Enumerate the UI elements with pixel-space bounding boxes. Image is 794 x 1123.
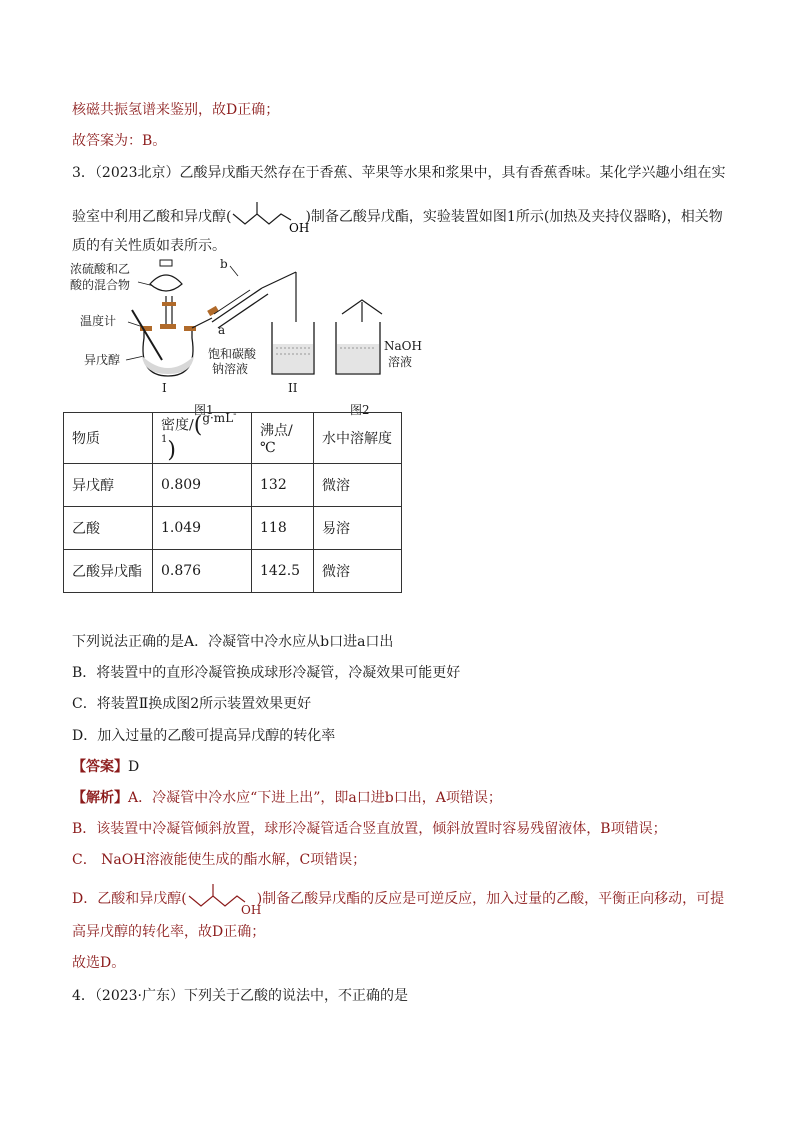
outlet-b-label: b (220, 257, 228, 271)
table-cell: 异戊醇 (64, 464, 153, 507)
analysis-d-text-2: )制备乙酸异戊酯的反应是可逆反应，加入过量的乙酸，平衡正向移动，可提 (256, 891, 725, 907)
table-cell: 1.049 (153, 507, 252, 550)
prev-answer-conclusion: 故答案为：B。 (72, 133, 167, 149)
table-cell: 0.876 (153, 550, 252, 593)
q3-text-3: 质的有关性质如表所示。 (72, 238, 226, 254)
table-cell: 142.5 (252, 550, 314, 593)
condenser (212, 288, 262, 322)
table-cell: 微溶 (314, 550, 402, 593)
oh-label: OH (289, 221, 310, 235)
figure-1-caption: 图1 (194, 403, 214, 417)
q3-text-1: 3．（2023北京）乙酸异戊酯天然存在于香蕉、苹果等水果和浆果中，具有香蕉香味。某化学兴趣小组在实 (72, 165, 726, 181)
na2co3-label: 饱和碳酸 (208, 347, 257, 361)
option-c: C．将装置Ⅱ换成图2所示装置效果更好 (72, 696, 312, 712)
option-d: D．加入过量的乙酸可提高异戊醇的转化率 (72, 728, 336, 744)
header-cell-density: 密度$/(g\cdot mL^{-1})$ (153, 413, 252, 464)
apparatus-i-label: I (162, 381, 167, 395)
table-cell: 0.809 (153, 464, 252, 507)
analysis-tag: 【解析】 (72, 790, 128, 806)
dropping-funnel (150, 275, 182, 291)
answer-value: D (128, 759, 140, 775)
analysis-d (72, 882, 724, 916)
isopentanol-structure-icon (231, 200, 310, 235)
acid-mixture-label-2: 酸的混合物 (70, 278, 131, 292)
answer-line (72, 757, 139, 777)
inlet-a-label: a (218, 323, 226, 337)
na2co3-label-2: 钠溶液 (212, 362, 249, 376)
table-row (64, 550, 402, 593)
naoh-label-2: 溶液 (388, 355, 413, 369)
table-cell: 微溶 (314, 464, 402, 507)
q3-text-2a: 验室中利用乙酸和异戊醇( (72, 209, 232, 225)
density-unit: g·mL (202, 410, 234, 425)
final-choice: 故选D。 (72, 955, 126, 971)
table-cell: 易溶 (314, 507, 402, 550)
answer-tag: 【答案】 (72, 759, 128, 775)
apparatus-ii-label: II (288, 381, 298, 395)
table-cell: 乙酸 (64, 507, 153, 550)
header-cell: 沸点/℃ (252, 413, 314, 464)
header-cell: 水中溶解度 (314, 413, 402, 464)
analysis-b: B．该装置中冷凝管倾斜放置，球形冷凝管适合竖直放置，倾斜放置时容易残留液体，B项错误； (72, 821, 667, 837)
isopentanol-label: 异戊醇 (84, 353, 121, 367)
prev-answer-line: 核磁共振氢谱来鉴别，故D正确； (72, 102, 280, 118)
table-header-row (64, 413, 402, 464)
analysis-d-text-1: D．乙酸和异戊醇( (72, 891, 187, 907)
table-row (64, 464, 402, 507)
q3-text-2 (72, 200, 723, 234)
option-b: B．将装置中的直形冷凝管换成球形冷凝管，冷凝效果可能更好 (72, 665, 461, 681)
q3-text-2b: )制备乙酸异戊酯，实验装置如图1所示(加热及夹持仪器略)，相关物 (305, 209, 723, 225)
acid-mixture-label: 浓硫酸和乙 (70, 262, 131, 276)
analysis-a-text: A．冷凝管中冷水应“下进上出”，即a口进b口出，A项错误； (128, 790, 502, 806)
naoh-label: NaOH (384, 339, 422, 353)
analysis-c: C． NaOH溶液能使生成的酯水解，C项错误； (72, 852, 367, 868)
table-row (64, 507, 402, 550)
thermometer-label: 温度计 (80, 314, 117, 328)
analysis-a (72, 788, 502, 808)
apparatus-figure (62, 258, 462, 416)
analysis-d-continued: 高异戊醇的转化率，故D正确； (72, 924, 266, 940)
q4-text: 4．（2023·广东）下列关于乙酸的说法中，不正确的是 (72, 988, 408, 1004)
isopentanol-structure-icon-2 (187, 882, 261, 917)
table-cell: 乙酸异戊酯 (64, 550, 153, 593)
oh-label-2: OH (240, 903, 261, 917)
question-stem-option-a: 下列说法正确的是A．冷凝管中冷水应从b口进a口出 (72, 634, 394, 650)
figure-2-caption: 图2 (350, 403, 370, 417)
table-cell: 132 (252, 464, 314, 507)
table-cell: 118 (252, 507, 314, 550)
header-cell: 物质 (64, 413, 153, 464)
